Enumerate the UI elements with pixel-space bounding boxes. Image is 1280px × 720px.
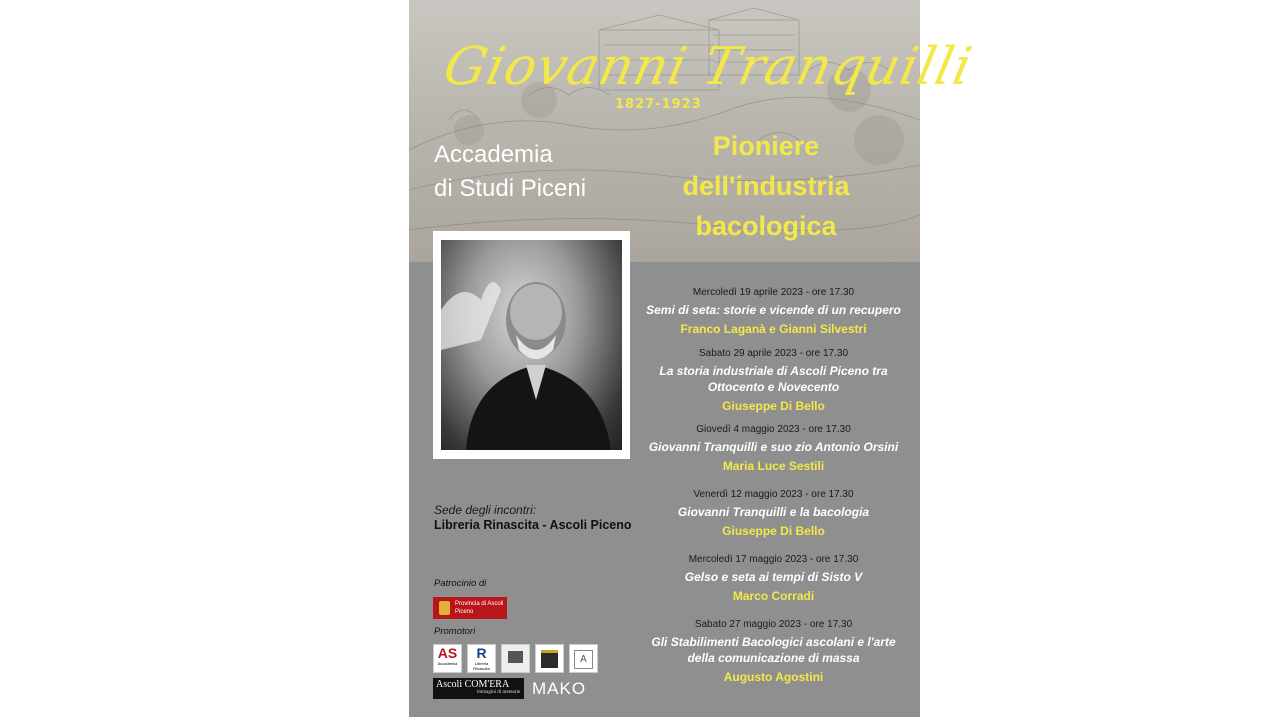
event-speaker: Giuseppe Di Bello	[722, 399, 825, 413]
event-date: Venerdì 12 maggio 2023 - ore 17.30	[693, 489, 854, 500]
promoter-logo-label: Libreria Rinascita	[473, 661, 490, 671]
event-item	[641, 286, 906, 337]
province-emblem-icon	[439, 601, 450, 615]
portrait-photo	[441, 240, 622, 450]
promoter-logo-accademia: AS Accademia	[433, 644, 462, 673]
academy-line-1: Accademia	[434, 141, 553, 168]
academy-name	[434, 138, 634, 206]
event-item	[641, 423, 906, 474]
academy-line-2: di Studi Piceni	[434, 175, 587, 202]
event-title: Semi di seta: storie e vicende di un recupero	[646, 303, 901, 317]
event-item	[641, 618, 906, 685]
event-speaker: Franco Laganà e Gianni Silvestri	[680, 322, 867, 336]
province-logo-text: Provincia di Ascoli Piceno	[455, 601, 504, 615]
event-title: Gelso e seta ai tempi di Sisto V	[684, 570, 863, 584]
mako-logo: MAKO	[532, 679, 587, 698]
event-date: Sabato 29 aprile 2023 - ore 17.30	[699, 348, 848, 359]
event-item	[641, 488, 906, 539]
promoter-logo-libreria: R Libreria Rinascita	[467, 644, 496, 673]
ascoli-logo-subtext: immagini di memorie	[477, 690, 521, 695]
event-date: Giovedì 4 maggio 2023 - ore 17.30	[696, 424, 851, 435]
event-date: Sabato 27 maggio 2023 - ore 17.30	[694, 619, 853, 630]
event-item	[641, 553, 906, 604]
event-date: Mercoledì 19 aprile 2023 - ore 17.30	[692, 287, 855, 298]
province-logo	[433, 597, 507, 619]
title-giovanni-tranquilli: Giovanni Tranquilli	[438, 37, 978, 97]
patronage-label: Patrocinio di	[434, 578, 487, 589]
promoter-logo-5: A	[569, 644, 598, 673]
event-title: Giovanni Tranquilli e suo zio Antonio Orsini	[648, 440, 899, 454]
events-list	[641, 286, 906, 685]
event-title: Gli Stabilimenti Bacologici ascolani e l'arte della comunicazione di massa	[651, 635, 896, 665]
venue-name: Libreria Rinascita - Ascoli Piceno	[434, 518, 632, 532]
promoter-logo-label: Accademia	[437, 661, 458, 666]
promoter-logo-3	[501, 644, 530, 673]
ascoli-comera-logo	[433, 678, 524, 699]
venue-label: Sede degli incontri:	[434, 503, 537, 517]
event-title: Giovanni Tranquilli e la bacologia	[677, 505, 870, 519]
event-date: Mercoledì 17 maggio 2023 - ore 17.30	[688, 554, 859, 565]
event-speaker: Marco Corradi	[732, 589, 815, 603]
event-item	[641, 347, 906, 414]
ascoli-logo-text: Ascoli COM'ERA	[436, 679, 510, 690]
subtitle-line-2: dell'industria	[682, 171, 850, 201]
portrait-frame	[433, 231, 630, 459]
event-speaker: Giuseppe Di Bello	[722, 524, 825, 538]
promoter-logo-4	[535, 644, 564, 673]
subtitle-line-1: Pioniere	[712, 131, 820, 161]
portrait-figure	[441, 240, 622, 450]
event-speaker: Maria Luce Sestili	[722, 459, 825, 473]
subtitle-line-3: bacologica	[695, 211, 837, 241]
life-years: 1827-1923	[615, 97, 702, 112]
event-title: La storia industriale di Ascoli Piceno tra Ottocento e Novecento	[659, 364, 888, 394]
promoters-label: Promotori	[434, 626, 476, 637]
poster	[409, 0, 978, 717]
event-speaker: Augusto Agostini	[723, 670, 824, 684]
subtitle	[661, 126, 871, 246]
